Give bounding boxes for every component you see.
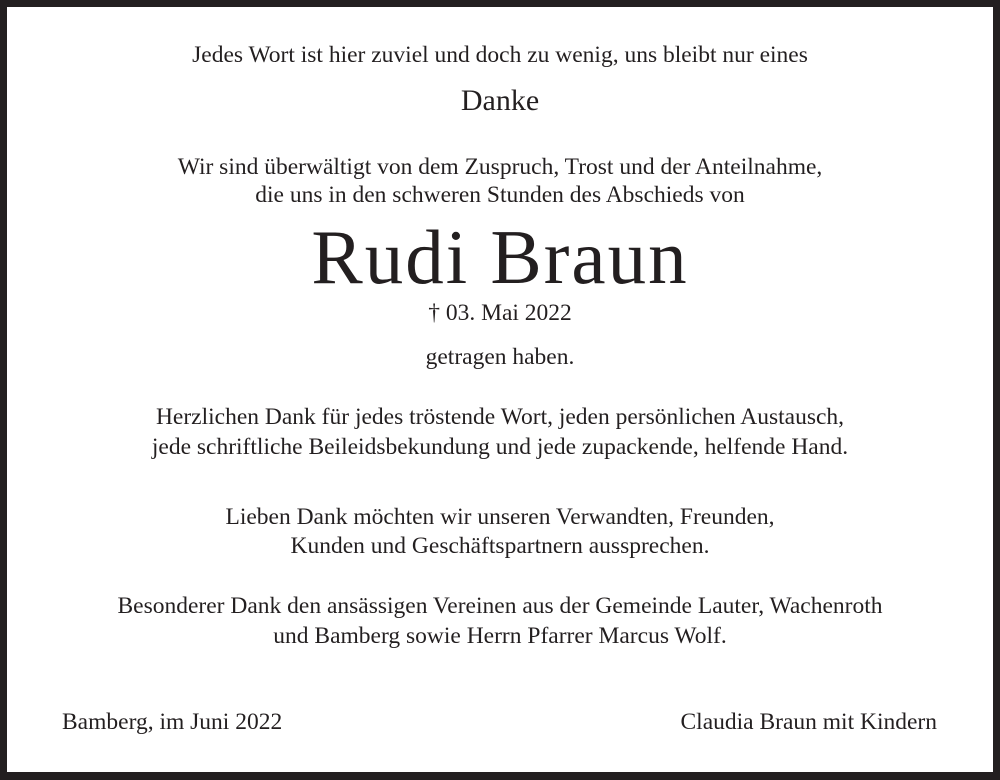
para1-line1: Wir sind überwältigt von dem Zuspruch, Trost und der Anteilnahme, [177, 154, 823, 180]
heading-danke: Danke [460, 84, 540, 117]
intro-line: Jedes Wort ist hier zuviel und doch zu wenig, uns bleibt nur eines [192, 42, 808, 68]
para4-line1: Besonderer Dank den ansässigen Vereinen aus der Gemeinde Lauter, Wachenroth [117, 593, 883, 619]
death-date: † 03. Mai 2022 [428, 300, 572, 326]
deceased-name: Rudi Braun [311, 214, 689, 300]
para2-line2: jede schriftliche Beileidsbekundung und jede zupackende, helfende Hand. [151, 434, 849, 460]
place-date: Bamberg, im Juni 2022 [62, 709, 283, 735]
para3-line2: Kunden und Geschäftspartnern aussprechen. [290, 533, 710, 559]
para3-line1: Lieben Dank möchten wir unseren Verwandten, Freunden, [225, 504, 775, 530]
para2-line1: Herzlichen Dank für jedes tröstende Wort, jeden persönlichen Austausch, [155, 404, 845, 430]
after-name-line: getragen haben. [425, 344, 575, 370]
para4-line2: und Bamberg sowie Herrn Pfarrer Marcus Wolf. [273, 623, 727, 649]
signature: Claudia Braun mit Kindern [680, 709, 937, 735]
para1-line2: die uns in den schweren Stunden des Abschieds von [255, 182, 745, 208]
